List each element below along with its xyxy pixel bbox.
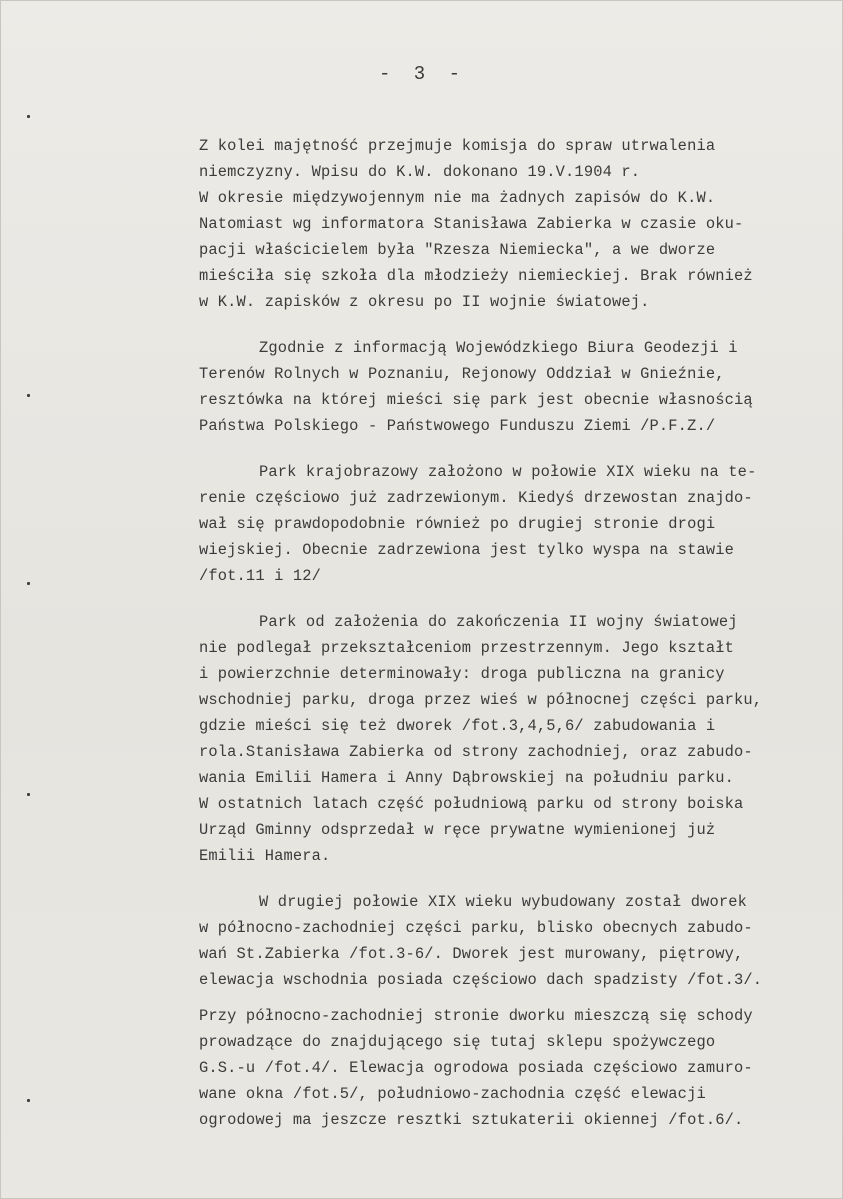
text-line: Państwa Polskiego - Państwowego Funduszu Ziemi /P.F.Z./ [199, 417, 716, 435]
text-line: renie częściowo już zadrzewionym. Kiedyś drzewostan znajdo- [199, 489, 753, 507]
text-line: Urząd Gminny odsprzedał w ręce prywatne wymienionej już [199, 821, 716, 839]
text-line: Emilii Hamera. [199, 847, 331, 865]
text-line: Terenów Rolnych w Poznaniu, Rejonowy Oddział w Gnieźnie, [199, 365, 725, 383]
text-line: pacji właścicielem była "Rzesza Niemiecka", a we dworze [199, 241, 716, 259]
text-line: W drugiej połowie XIX wieku wybudowany został dworek [259, 893, 748, 911]
text-line: prowadzące do znajdującego się tutaj sklepu spożywczego [199, 1033, 716, 1051]
text-line: elewacja wschodnia posiada częściowo dach spadzisty /fot.3/. [199, 971, 763, 989]
paragraph [199, 1003, 829, 1133]
text-line: wał się prawdopodobnie również po drugiej stronie drogi [199, 515, 716, 533]
text-line: i powierzchnie determinowały: droga publiczna na granicy [199, 665, 725, 683]
text-line: /fot.11 i 12/ [199, 567, 322, 585]
text-line: ogrodowej ma jeszcze resztki sztukaterii okiennej /fot.6/. [199, 1111, 744, 1129]
text-line: W okresie międzywojennym nie ma żadnych zapisów do K.W. [199, 189, 716, 207]
margin-punch-mark [27, 115, 30, 118]
text-line: W ostatnich latach część południową parku od strony boiska [199, 795, 744, 813]
text-line: wań St.Zabierka /fot.3-6/. Dworek jest murowany, piętrowy, [199, 945, 744, 963]
text-line: w północno-zachodniej części parku, blisko obecnych zabudo- [199, 919, 753, 937]
text-line: Natomiast wg informatora Stanisława Zabierka w czasie oku- [199, 215, 744, 233]
paragraph [199, 133, 829, 315]
text-line: rola.Stanisława Zabierka od strony zachodniej, oraz zabudo- [199, 743, 753, 761]
margin-punch-mark [27, 394, 30, 397]
text-line: wane okna /fot.5/, południowo-zachodnia część elewacji [199, 1085, 706, 1103]
text-line: resztówka na której mieści się park jest obecnie własnością [199, 391, 753, 409]
paragraph [199, 609, 829, 869]
margin-punch-mark [27, 582, 30, 585]
text-line: nie podlegał przekształceniom przestrzennym. Jego kształt [199, 639, 734, 657]
text-line: Przy północno-zachodniej stronie dworku mieszczą się schody [199, 1007, 753, 1025]
text-line: wiejskiej. Obecnie zadrzewiona jest tylko wyspa na stawie [199, 541, 734, 559]
paragraph [199, 335, 829, 439]
text-line: gdzie mieści się też dworek /fot.3,4,5,6/ zabudowania i [199, 717, 716, 735]
document-body [199, 133, 829, 1153]
paragraph [199, 459, 829, 589]
text-line: niemczyzny. Wpisu do K.W. dokonano 19.V.1904 r. [199, 163, 641, 181]
text-line: wania Emilii Hamera i Anny Dąbrowskiej na południu parku. [199, 769, 734, 787]
paragraph [199, 889, 829, 993]
text-line: Park od założenia do zakończenia II wojny światowej [259, 613, 738, 631]
text-line: Zgodnie z informacją Wojewódzkiego Biura Geodezji i [259, 339, 738, 357]
text-line: mieściła się szkoła dla młodzieży niemieckiej. Brak również [199, 267, 753, 285]
text-line: Z kolei majętność przejmuje komisja do spraw utrwalenia [199, 137, 716, 155]
text-line: Park krajobrazowy założono w połowie XIX wieku na te- [259, 463, 757, 481]
page-number: - 3 - [378, 63, 466, 85]
text-line: wschodniej parku, droga przez wieś w północnej części parku, [199, 691, 763, 709]
text-line: w K.W. zapisków z okresu po II wojnie światowej. [199, 293, 650, 311]
text-line: G.S.-u /fot.4/. Elewacja ogrodowa posiada częściowo zamuro- [199, 1059, 753, 1077]
margin-punch-mark [27, 1099, 30, 1102]
margin-punch-mark [27, 793, 30, 796]
